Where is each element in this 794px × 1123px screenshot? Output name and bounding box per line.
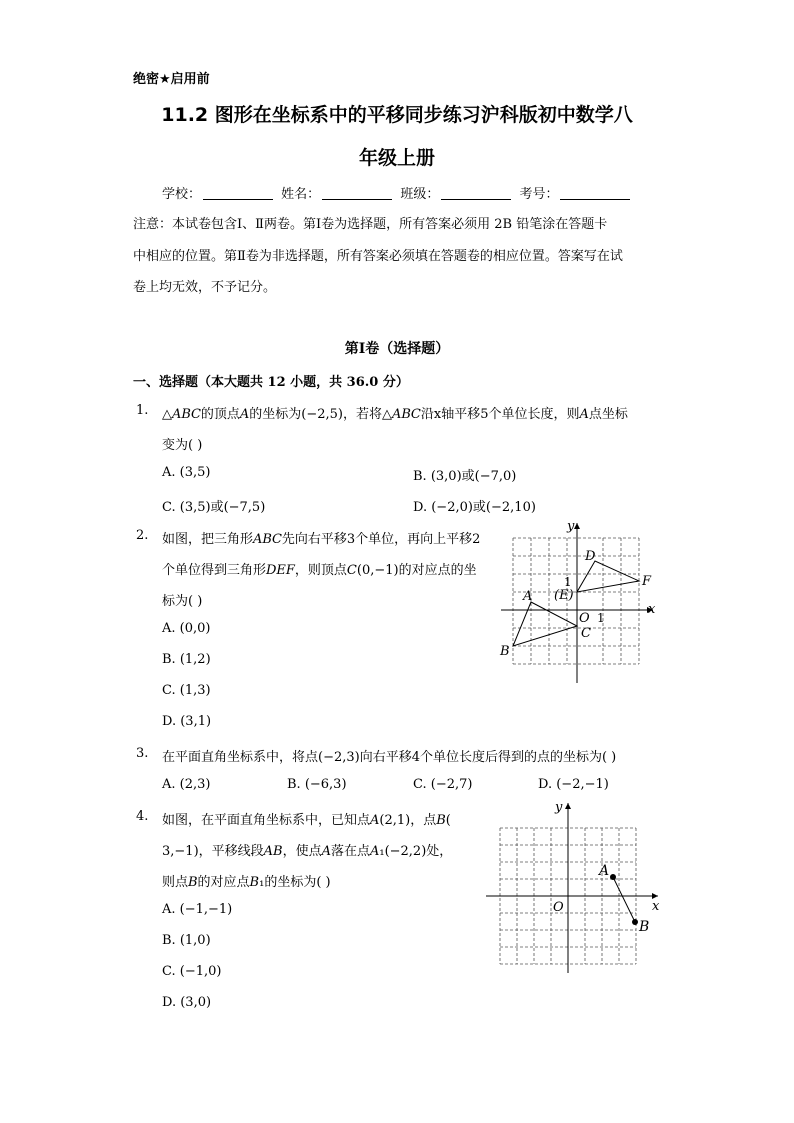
q2-line-2: 个单位得到三角形𝐷𝐸𝐹，则顶点𝐶(0,−1)的对应点的坐 <box>162 563 477 578</box>
q1-line-2: 变为( ) <box>162 438 203 453</box>
secret-label: 绝密★启用前 <box>133 72 210 87</box>
q4-option-b[interactable]: B. (1,0) <box>162 933 211 948</box>
q2-figure <box>495 515 665 685</box>
q4-label-x: x <box>652 899 660 914</box>
q4-label-y: y <box>555 800 563 815</box>
q4-label-a: A <box>599 863 610 879</box>
q2-label-x: x <box>648 602 656 617</box>
q2-label-e: (E) <box>554 588 574 603</box>
q4-option-a[interactable]: A. (−1,−1) <box>162 902 233 917</box>
notice-line-2: 中相应的位置。第Ⅱ卷为非选择题，所有答案必须填在答题卷的相应位置。答案写在试 <box>133 249 623 264</box>
q4-segment-ab <box>613 877 635 922</box>
q4-point-a <box>610 874 616 880</box>
q2-line-1: 如图，把三角形𝐴𝐵𝐶先向右平移3个单位，再向上平移2 <box>162 532 481 547</box>
q4-line-2: 3,−1)，平移线段𝐴𝐵，使点𝐴落在点𝐴₁(−2,2)处， <box>162 844 453 859</box>
name-label: 姓名： <box>281 187 321 202</box>
q2-number: 2. <box>136 528 149 543</box>
school-label: 学校： <box>162 187 202 202</box>
q2-label-one-x: 1 <box>597 611 605 625</box>
q3-line-1: 在平面直角坐标系中，将点(−2,3)向右平移4个单位长度后得到的点的坐标为( ) <box>162 750 617 765</box>
q1-option-d[interactable]: D. (−2,0)或(−2,10) <box>413 500 536 515</box>
q2-line-3: 标为( ) <box>162 594 203 609</box>
q2-option-c[interactable]: C. (1,3) <box>162 683 211 698</box>
class-label: 班级： <box>400 187 440 202</box>
q3-number: 3. <box>136 746 149 761</box>
exam-no-blank[interactable] <box>560 186 630 200</box>
q1-option-a[interactable]: A. (3,5) <box>162 465 211 480</box>
q2-triangle-def <box>577 561 639 592</box>
q4-label-origin: O <box>553 900 564 915</box>
name-blank[interactable] <box>322 186 392 200</box>
q4-figure <box>480 795 665 975</box>
q2-label-c: C <box>581 626 591 641</box>
section-title: 第Ⅰ卷（选择题） <box>344 341 450 357</box>
q1-option-b[interactable]: B. (3,0)或(−7,0) <box>413 469 517 484</box>
q4-point-b <box>632 919 638 925</box>
q1-line-1: △𝐴𝐵𝐶的顶点𝐴的坐标为(−2,5)，若将△𝐴𝐵𝐶沿x轴平移5个单位长度，则𝐴点坐标 <box>162 407 628 422</box>
part-heading: 一、选择题（本大题共 12 小题，共 36.0 分） <box>133 375 409 390</box>
q1-option-c[interactable]: C. (3,5)或(−7,5) <box>162 500 266 515</box>
q2-label-origin: O <box>579 611 590 626</box>
q4-line-1: 如图，在平面直角坐标系中，已知点𝐴(2,1)，点𝐵( <box>162 813 451 828</box>
q4-line-3: 则点𝐵的对应点𝐵₁的坐标为( ) <box>162 875 331 890</box>
q2-y-arrow <box>574 523 580 529</box>
notice-line-3: 卷上均无效，不予记分。 <box>133 280 277 295</box>
q4-label-b: B <box>639 919 650 935</box>
q2-option-b[interactable]: B. (1,2) <box>162 652 211 667</box>
q3-option-d[interactable]: D. (−2,−1) <box>538 777 609 792</box>
q2-label-d: D <box>585 549 596 564</box>
q2-label-b: B <box>500 644 510 659</box>
q2-label-f: F <box>642 574 652 589</box>
q4-y-arrow <box>565 803 571 809</box>
title-line-1: 11.2 图形在坐标系中的平移同步练习沪科版初中数学八 <box>161 104 633 126</box>
q2-label-y: y <box>567 519 575 534</box>
notice-line-1: 注意：本试卷包含Ⅰ、Ⅱ两卷。第Ⅰ卷为选择题，所有答案必须用 2B 铅笔涂在答题卡 <box>133 217 608 232</box>
school-blank[interactable] <box>203 186 273 200</box>
info-row <box>162 183 634 202</box>
class-blank[interactable] <box>441 186 511 200</box>
q3-option-b[interactable]: B. (−6,3) <box>287 777 347 792</box>
q4-option-d[interactable]: D. (3,0) <box>162 995 212 1010</box>
q2-triangle-abc <box>513 602 577 646</box>
q2-label-a: A <box>523 589 533 604</box>
q2-label-one-y: 1 <box>564 575 572 589</box>
exam-no-label: 考号： <box>519 187 559 202</box>
q4-number: 4. <box>136 809 149 824</box>
q4-option-c[interactable]: C. (−1,0) <box>162 964 222 979</box>
q2-option-d[interactable]: D. (3,1) <box>162 714 212 729</box>
title-line-2: 年级上册 <box>358 147 435 169</box>
q3-option-c[interactable]: C. (−2,7) <box>413 777 473 792</box>
q3-option-a[interactable]: A. (2,3) <box>162 777 211 792</box>
q1-number: 1. <box>136 403 149 418</box>
q2-option-a[interactable]: A. (0,0) <box>162 621 211 636</box>
